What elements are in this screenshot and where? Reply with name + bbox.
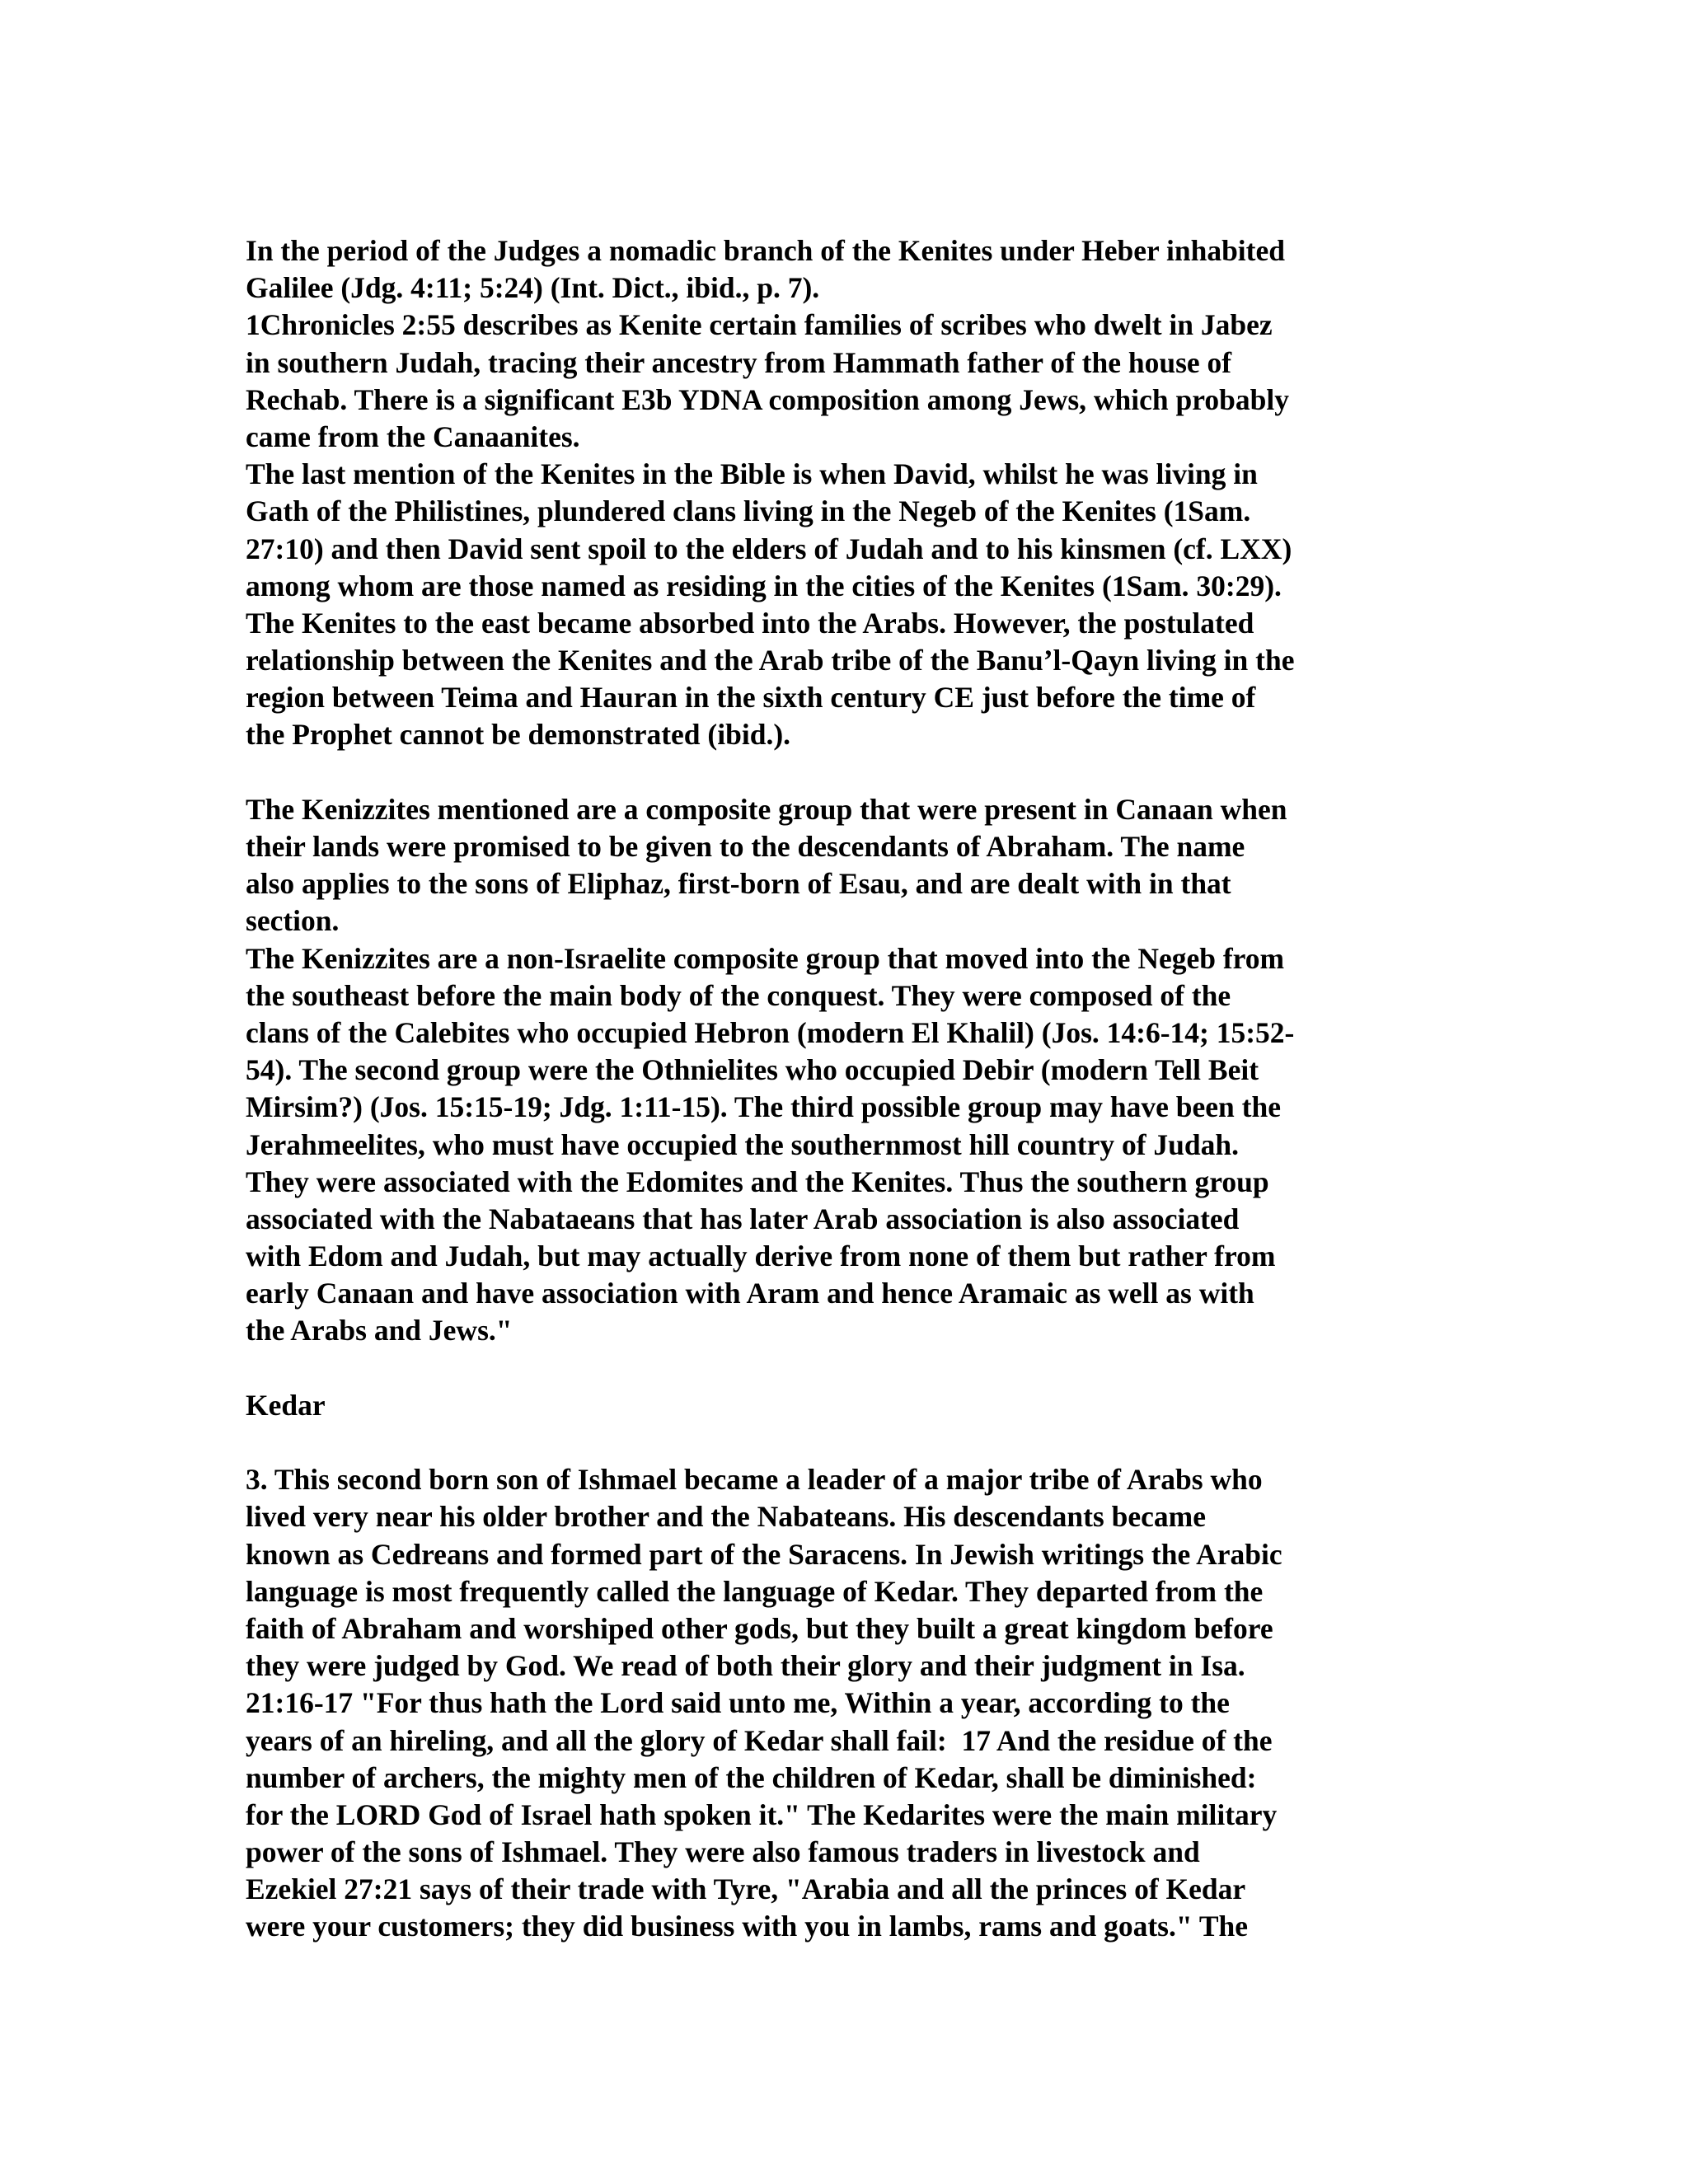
text-line: Mirsim?) (Jos. 15:15-19; Jdg. 1:11-15). The third possible group may have been the [246,1090,1281,1124]
text-line: lived very near his older brother and the Nabateans. His descendants became [246,1500,1206,1534]
text-line: their lands were promised to be given to the descendants of Abraham. The name [246,830,1245,863]
text-line: power of the sons of Ishmael. They were also famous traders in livestock and [246,1835,1200,1869]
text-line: were your customers; they did business with you in lambs, rams and goats." The [246,1910,1248,1943]
heading-text: Kedar [246,1388,326,1422]
text-line: the Arabs and Jews." [246,1314,513,1347]
text-line: 1Chronicles 2:55 describes as Kenite certain families of scribes who dwelt in Jabez [246,308,1273,342]
paragraph-spacer [246,1424,1457,1461]
text-line: The Kenizzites mentioned are a composite group that were present in Canaan when [246,792,1287,826]
text-line: years of an hireling, and all the glory of Kedar shall fail: 17 And the residue of the [246,1723,1273,1757]
paragraph-spacer [246,754,1457,791]
text-line: associated with the Nabataeans that has later Arab association is also associated [246,1202,1240,1235]
text-line: number of archers, the mighty men of the children of Kedar, shall be diminished: [246,1760,1257,1794]
text-line: In the period of the Judges a nomadic branch of the Kenites under Heber inhabited [246,234,1285,267]
text-line: with Edom and Judah, but may actually derive from none of them but rather from [246,1240,1276,1273]
text-line: the Prophet cannot be demonstrated (ibid.). [246,718,791,752]
paragraph [246,1461,1457,1945]
text-line: The Kenites to the east became absorbed into the Arabs. However, the postulated [246,606,1254,640]
text-line: early Canaan and have association with Aram and hence Aramaic as well as with [246,1277,1254,1310]
text-line: section. [246,904,340,938]
text-line: Gath of the Philistines, plundered clans living in the Negeb of the Kenites (1Sam. [246,494,1251,528]
text-line: 27:10) and then David sent spoil to the elders of Judah and to his kinsmen (cf. LXX) [246,532,1292,565]
text-line: came from the Canaanites. [246,419,580,453]
text-line: They were associated with the Edomites and the Kenites. Thus the southern group [246,1165,1269,1198]
text-line: The Kenizzites are a non-Israelite composite group that moved into the Negeb from [246,941,1285,975]
text-line: 54). The second group were the Othnielites who occupied Debir (modern Tell Beit [246,1053,1259,1087]
document-body [246,232,1457,1946]
text-line: the southeast before the main body of the conquest. They were composed of the [246,978,1231,1012]
text-line: Ezekiel 27:21 says of their trade with Tyre, "Arabia and all the princes of Kedar [246,1872,1246,1906]
paragraph [246,456,1457,754]
paragraph [246,940,1457,1350]
section-heading [246,1387,1457,1424]
paragraph [246,307,1457,456]
text-line: in southern Judah, tracing their ancestry from Hammath father of the house of [246,345,1232,379]
text-line: Jerahmeelites, who must have occupied the southernmost hill country of Judah. [246,1127,1240,1161]
text-line: 3. This second born son of Ishmael became a leader of a major tribe of Arabs who [246,1463,1263,1497]
paragraph-spacer [246,1350,1457,1387]
text-line: among whom are those named as residing in the cities of the Kenites (1Sam. 30:29). [246,569,1282,602]
text-line: they were judged by God. We read of both their glory and their judgment in Isa. [246,1649,1245,1683]
text-line: clans of the Calebites who occupied Hebron (modern El Khalil) (Jos. 14:6-14; 15:52- [246,1015,1295,1049]
text-line: language is most frequently called the language of Kedar. They departed from the [246,1574,1264,1608]
text-line: faith of Abraham and worshiped other gods, but they built a great kingdom before [246,1611,1273,1645]
text-line: The last mention of the Kenites in the Bible is when David, whilst he was living in [246,457,1258,491]
text-line: also applies to the sons of Eliphaz, first-born of Esau, and are dealt with in that [246,867,1231,901]
text-line: Galilee (Jdg. 4:11; 5:24) (Int. Dict., ibid., p. 7). [246,271,820,305]
paragraph [246,791,1457,940]
text-line: known as Cedreans and formed part of the Saracens. In Jewish writings the Arabic [246,1537,1282,1571]
text-line: 21:16-17 "For thus hath the Lord said unto me, Within a year, according to the [246,1686,1230,1720]
text-line: region between Teima and Hauran in the sixth century CE just before the time of [246,681,1256,715]
text-line: for the LORD God of Israel hath spoken it." The Kedarites were the main military [246,1797,1278,1831]
text-line: Rechab. There is a significant E3b YDNA composition among Jews, which probably [246,382,1289,416]
paragraph [246,232,1457,307]
text-line: relationship between the Kenites and the Arab tribe of the Banu’l-Qayn living in the [246,644,1295,677]
